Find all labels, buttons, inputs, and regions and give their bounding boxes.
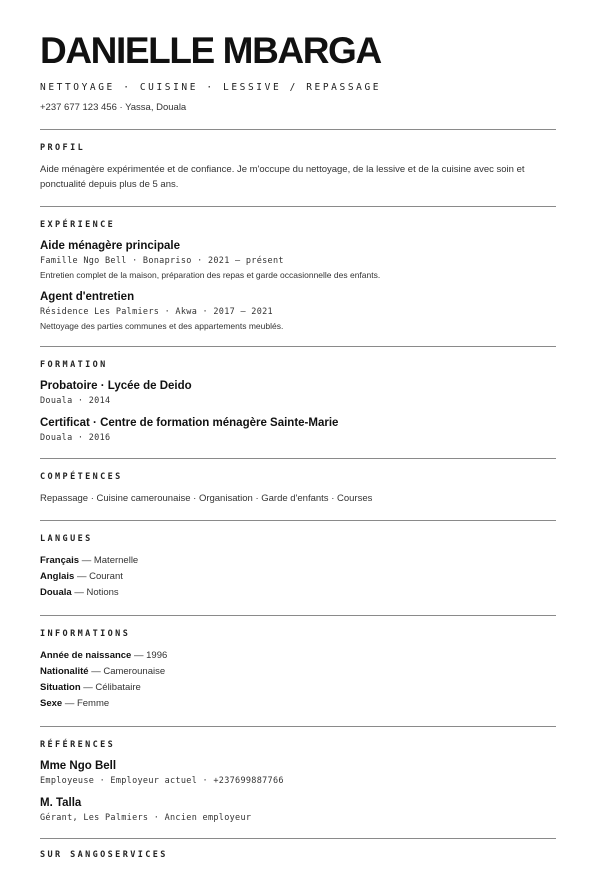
job-meta: Famille Ngo Bell · Bonapriso · 2021 – présent bbox=[40, 256, 284, 266]
references-section bbox=[40, 727, 556, 838]
info-value: — Camerounaise bbox=[88, 666, 166, 677]
language-name: Français bbox=[40, 555, 80, 566]
section-title: COMPÉTENCES bbox=[40, 472, 123, 482]
language-level: — Notions bbox=[71, 587, 119, 598]
experience-item bbox=[40, 290, 556, 332]
skills-section bbox=[40, 459, 556, 520]
language-item bbox=[40, 553, 556, 569]
job-title: Aide ménagère principale bbox=[40, 240, 180, 252]
info-section bbox=[40, 616, 556, 726]
section-title: SUR SANGOSERVICES bbox=[40, 850, 168, 860]
degree-meta: Douala · 2016 bbox=[40, 433, 111, 443]
info-label: Année de naissance bbox=[40, 650, 132, 661]
reference-item bbox=[40, 796, 556, 824]
job-meta: Résidence Les Palmiers · Akwa · 2017 – 2021 bbox=[40, 307, 273, 317]
reference-meta: Gérant, Les Palmiers · Ancien employeur bbox=[40, 813, 252, 823]
tagline: NETTOYAGE · CUISINE · LESSIVE / REPASSAGE bbox=[40, 82, 382, 93]
info-value: — 1996 bbox=[131, 650, 168, 661]
reference-item bbox=[40, 759, 556, 787]
footer-section bbox=[40, 839, 556, 883]
info-item bbox=[40, 680, 556, 696]
info-value: — Célibataire bbox=[80, 682, 141, 693]
job-description: Nettoyage des parties communes et des appartements meublés. bbox=[40, 321, 284, 331]
education-item bbox=[40, 379, 556, 407]
section-title: INFORMATIONS bbox=[40, 629, 131, 639]
skills-text: Repassage · Cuisine camerounaise · Organisation · Garde d'enfants · Courses bbox=[40, 493, 373, 504]
section-title: EXPÉRIENCE bbox=[40, 220, 116, 230]
section-title: PROFIL bbox=[40, 143, 86, 153]
section-title: FORMATION bbox=[40, 360, 108, 370]
reference-name: Mme Ngo Bell bbox=[40, 760, 117, 772]
section-title: RÉFÉRENCES bbox=[40, 740, 116, 750]
experience-item bbox=[40, 239, 556, 281]
info-item bbox=[40, 664, 556, 680]
languages-section bbox=[40, 521, 556, 615]
language-item bbox=[40, 569, 556, 585]
section-title: LANGUES bbox=[40, 534, 93, 544]
reference-meta: Employeuse · Employeur actuel · +237699887766 bbox=[40, 776, 284, 786]
education-section bbox=[40, 347, 556, 458]
degree-title: Certificat · Centre de formation ménagère Sainte-Marie bbox=[40, 417, 339, 429]
language-level: — Courant bbox=[74, 571, 123, 582]
language-level: — Maternelle bbox=[79, 555, 139, 566]
job-description: Entretien complet de la maison, préparation des repas et garde occasionnelle des enfants. bbox=[40, 270, 381, 280]
info-item bbox=[40, 648, 556, 664]
reference-name: M. Talla bbox=[40, 797, 82, 809]
experience-section bbox=[40, 207, 556, 346]
job-title: Agent d'entretien bbox=[40, 291, 135, 303]
contact-line: +237 677 123 456 · Yassa, Douala bbox=[40, 102, 187, 113]
candidate-name: DANIELLE MBARGA bbox=[40, 30, 381, 71]
degree-meta: Douala · 2014 bbox=[40, 396, 111, 406]
info-label: Nationalité bbox=[40, 666, 89, 677]
info-label: Sexe bbox=[40, 698, 63, 709]
degree-title: Probatoire · Lycée de Deido bbox=[40, 380, 192, 392]
profile-text: Aide ménagère expérimentée et de confiance. Je m'occupe du nettoyage, de la lessive et de la cuisine avec soin et ponctualité depuis plus de 5 ans. bbox=[40, 164, 525, 190]
language-item bbox=[40, 585, 556, 601]
info-value: — Femme bbox=[62, 698, 110, 709]
info-item bbox=[40, 696, 556, 712]
profile-section bbox=[40, 130, 556, 206]
language-name: Douala bbox=[40, 587, 72, 598]
language-name: Anglais bbox=[40, 571, 75, 582]
info-label: Situation bbox=[40, 682, 81, 693]
education-item bbox=[40, 416, 556, 444]
